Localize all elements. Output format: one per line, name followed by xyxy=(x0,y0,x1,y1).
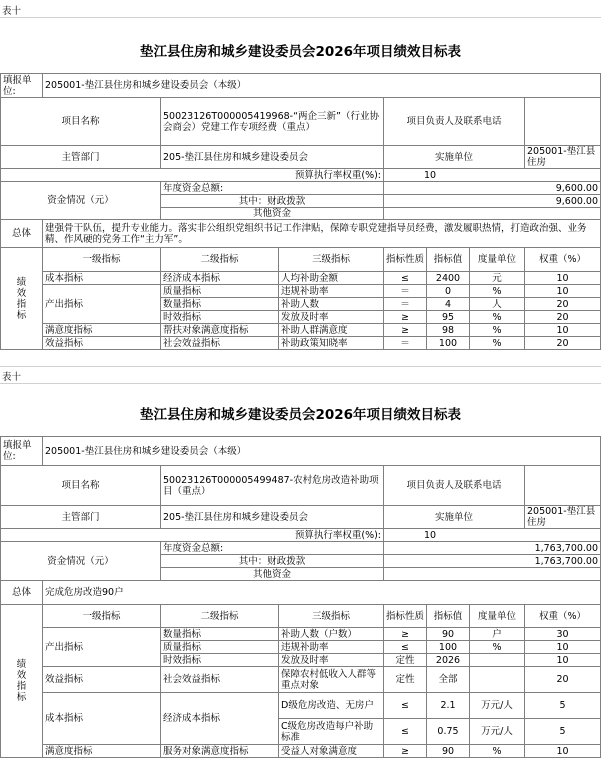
level3-cell: 违规补助率 xyxy=(279,641,384,654)
unit-cell: % xyxy=(470,311,525,324)
unit-cell xyxy=(470,654,525,667)
weight-cell: 5 xyxy=(525,719,601,745)
level1-cell: 满意度指标 xyxy=(43,324,161,337)
header-level1: 一级指标 xyxy=(43,248,161,272)
overall-goal-label: 总体 xyxy=(1,581,43,605)
annual-total-value: 1,763,700.00 xyxy=(384,542,601,555)
value-cell: 100 xyxy=(427,337,470,350)
header-weight: 权重（%） xyxy=(525,605,601,628)
unit-cell: 万元/人 xyxy=(470,719,525,745)
level2-cell: 社会效益指标 xyxy=(161,337,279,350)
dept-value: 205-垫江县住房和城乡建设委员会 xyxy=(161,506,384,529)
nature-cell: ≥ xyxy=(384,324,427,337)
sheet-label: 表十 xyxy=(2,6,22,17)
weight-cell: 20 xyxy=(525,311,601,324)
overall-goal-text: 完成危房改造90户 xyxy=(43,581,601,605)
impl-label: 实施单位 xyxy=(384,506,525,529)
header-level3: 三级指标 xyxy=(279,248,384,272)
nature-cell: ≤ xyxy=(384,641,427,654)
responsible-label: 项目负责人及联系电话 xyxy=(384,98,525,146)
table-row xyxy=(1,667,601,693)
weight-cell: 20 xyxy=(525,337,601,350)
performance-table xyxy=(0,436,601,758)
level1-cell: 效益指标 xyxy=(43,667,161,693)
funds-label: 资金情况（元） xyxy=(1,182,161,220)
nature-cell: 定性 xyxy=(384,667,427,693)
value-cell: 2.1 xyxy=(427,693,470,719)
overall-goal-text: 建强骨干队伍，提升专业能力。落实非公组织党组织书记工作津贴，保障专职党建指导员经费，激发履职热情，打造政治强、业务精、作风硬的党务工作“主力军”。 xyxy=(43,220,601,248)
weight-cell: 10 xyxy=(525,641,601,654)
header-unit: 度量单位 xyxy=(470,605,525,628)
sheet-label: 表十 xyxy=(2,372,22,383)
nature-cell: ≤ xyxy=(384,693,427,719)
level2-cell: 数量指标 xyxy=(161,628,279,641)
level3-cell: 补助政策知晓率 xyxy=(279,337,384,350)
level2-cell: 经济成本指标 xyxy=(161,693,279,745)
unit-cell: % xyxy=(470,324,525,337)
dept-label: 主管部门 xyxy=(1,146,161,169)
nature-cell: ＝ xyxy=(384,337,427,350)
value-cell: 2400 xyxy=(427,272,470,285)
weight-cell: 10 xyxy=(525,285,601,298)
fill-unit-label: 填报单位: xyxy=(1,437,43,466)
dept-label: 主管部门 xyxy=(1,506,161,529)
level1-cell: 成本指标 xyxy=(43,693,161,745)
header-value: 指标值 xyxy=(427,605,470,628)
unit-cell: % xyxy=(470,337,525,350)
level2-cell: 时效指标 xyxy=(161,654,279,667)
fiscal-value: 9,600.00 xyxy=(384,195,601,208)
funds-label: 资金情况（元） xyxy=(1,542,161,581)
grid-divider xyxy=(0,383,601,384)
header-level1: 一级指标 xyxy=(43,605,161,628)
unit-cell: % xyxy=(470,745,525,758)
table-row xyxy=(1,337,601,350)
level2-cell: 服务对象满意度指标 xyxy=(161,745,279,758)
level1-cell: 效益指标 xyxy=(43,337,161,350)
responsible-value xyxy=(525,98,601,146)
level2-cell: 社会效益指标 xyxy=(161,667,279,693)
weight-cell: 30 xyxy=(525,628,601,641)
perf-label: 绩效指标 xyxy=(1,605,43,758)
nature-cell: 定性 xyxy=(384,654,427,667)
unit-cell: 人 xyxy=(470,298,525,311)
weight-cell: 10 xyxy=(525,745,601,758)
level1-cell: 产出指标 xyxy=(43,285,161,324)
value-cell: 全部 xyxy=(427,667,470,693)
performance-table xyxy=(0,73,601,350)
other-funds-value xyxy=(384,208,601,220)
level3-cell: 人均补助金额 xyxy=(279,272,384,285)
header-level3: 三级指标 xyxy=(279,605,384,628)
header-value: 指标值 xyxy=(427,248,470,272)
level2-cell: 质量指标 xyxy=(161,285,279,298)
nature-cell: ≥ xyxy=(384,745,427,758)
nature-cell: ＝ xyxy=(384,298,427,311)
level3-cell: C级危房改造每户补助标准 xyxy=(279,719,384,745)
value-cell: 0 xyxy=(427,285,470,298)
level3-cell: 发放及时率 xyxy=(279,311,384,324)
weight-value: 10 xyxy=(384,529,601,542)
header-unit: 度量单位 xyxy=(470,248,525,272)
grid-divider xyxy=(0,366,601,367)
table-row xyxy=(1,324,601,337)
unit-cell: 户 xyxy=(470,628,525,641)
level3-cell: 违规补助率 xyxy=(279,285,384,298)
unit-cell xyxy=(470,667,525,693)
annual-total-label: 年度资金总额: xyxy=(161,182,384,195)
level2-cell: 帮扶对象满意度指标 xyxy=(161,324,279,337)
table-row xyxy=(1,693,601,719)
level3-cell: 受益人对象满意度 xyxy=(279,745,384,758)
nature-cell: ≥ xyxy=(384,628,427,641)
table-row xyxy=(1,745,601,758)
fill-unit-value: 205001-垫江县住房和城乡建设委员会（本级） xyxy=(43,437,601,466)
project-name-label: 项目名称 xyxy=(1,98,161,146)
value-cell: 0.75 xyxy=(427,719,470,745)
level1-cell: 成本指标 xyxy=(43,272,161,285)
responsible-value xyxy=(525,466,601,506)
value-cell: 90 xyxy=(427,628,470,641)
level1-cell: 产出指标 xyxy=(43,628,161,667)
unit-cell: % xyxy=(470,641,525,654)
nature-cell: ≤ xyxy=(384,719,427,745)
nature-cell: ≥ xyxy=(384,311,427,324)
responsible-label: 项目负责人及联系电话 xyxy=(384,466,525,506)
value-cell: 100 xyxy=(427,641,470,654)
perf-label: 绩效指标 xyxy=(1,248,43,350)
fiscal-label: 其中：财政拨款 xyxy=(161,195,384,208)
table-row xyxy=(1,285,601,298)
unit-cell: 元 xyxy=(470,272,525,285)
impl-label: 实施单位 xyxy=(384,146,525,169)
level2-cell: 时效指标 xyxy=(161,311,279,324)
header-level2: 二级指标 xyxy=(161,248,279,272)
weight-label: 预算执行率权重(%): xyxy=(1,529,384,542)
value-cell: 2026 xyxy=(427,654,470,667)
unit-cell: 万元/人 xyxy=(470,693,525,719)
dept-value: 205-垫江县住房和城乡建设委员会 xyxy=(161,146,384,169)
annual-total-label: 年度资金总额: xyxy=(161,542,384,555)
impl-value: 205001-垫江县住房 xyxy=(525,146,601,169)
level3-cell: 补助人数 xyxy=(279,298,384,311)
level1-cell: 满意度指标 xyxy=(43,745,161,758)
level3-cell: 发放及时率 xyxy=(279,654,384,667)
overall-goal-label: 总体 xyxy=(1,220,43,248)
level3-cell: D级危房改造、无房户 xyxy=(279,693,384,719)
annual-total-value: 9,600.00 xyxy=(384,182,601,195)
other-funds-label: 其他资金 xyxy=(161,208,384,220)
fill-unit-value: 205001-垫江县住房和城乡建设委员会（本级） xyxy=(43,74,601,98)
weight-cell: 20 xyxy=(525,298,601,311)
weight-cell: 5 xyxy=(525,693,601,719)
header-nature: 指标性质 xyxy=(384,605,427,628)
weight-label: 预算执行率权重(%): xyxy=(1,169,384,182)
weight-cell: 10 xyxy=(525,272,601,285)
fill-unit-label: 填报单位: xyxy=(1,74,43,98)
impl-value: 205001-垫江县住房 xyxy=(525,506,601,529)
project-name-value: 50023126T000005419968-“两企三新”（行业协会商会）党建工作专项经费（重点） xyxy=(161,98,384,146)
page-title: 垫江县住房和城乡建设委员会2026年项目绩效目标表 xyxy=(139,44,462,60)
project-name-label: 项目名称 xyxy=(1,466,161,506)
header-weight: 权重（%） xyxy=(525,248,601,272)
weight-cell: 20 xyxy=(525,667,601,693)
header-nature: 指标性质 xyxy=(384,248,427,272)
nature-cell: ＝ xyxy=(384,285,427,298)
value-cell: 4 xyxy=(427,298,470,311)
unit-cell: % xyxy=(470,285,525,298)
weight-cell: 10 xyxy=(525,654,601,667)
level3-cell: 补助人数（户数） xyxy=(279,628,384,641)
level2-cell: 经济成本指标 xyxy=(161,272,279,285)
table-row xyxy=(1,628,601,641)
value-cell: 95 xyxy=(427,311,470,324)
level3-cell: 补助人群满意度 xyxy=(279,324,384,337)
table-row xyxy=(1,272,601,285)
level3-cell: 保障农村低收入人群等重点对象 xyxy=(279,667,384,693)
other-funds-value xyxy=(384,568,601,581)
weight-value: 10 xyxy=(384,169,601,182)
fiscal-value: 1,763,700.00 xyxy=(384,555,601,568)
level2-cell: 数量指标 xyxy=(161,298,279,311)
level2-cell: 质量指标 xyxy=(161,641,279,654)
header-level2: 二级指标 xyxy=(161,605,279,628)
project-name-value: 50023126T000005499487-农村危房改造补助项目（重点） xyxy=(161,466,384,506)
value-cell: 98 xyxy=(427,324,470,337)
weight-cell: 10 xyxy=(525,324,601,337)
fiscal-label: 其中：财政拨款 xyxy=(161,555,384,568)
value-cell: 90 xyxy=(427,745,470,758)
nature-cell: ≤ xyxy=(384,272,427,285)
other-funds-label: 其他资金 xyxy=(161,568,384,581)
grid-divider xyxy=(0,17,601,18)
page-title: 垫江县住房和城乡建设委员会2026年项目绩效目标表 xyxy=(139,407,462,423)
